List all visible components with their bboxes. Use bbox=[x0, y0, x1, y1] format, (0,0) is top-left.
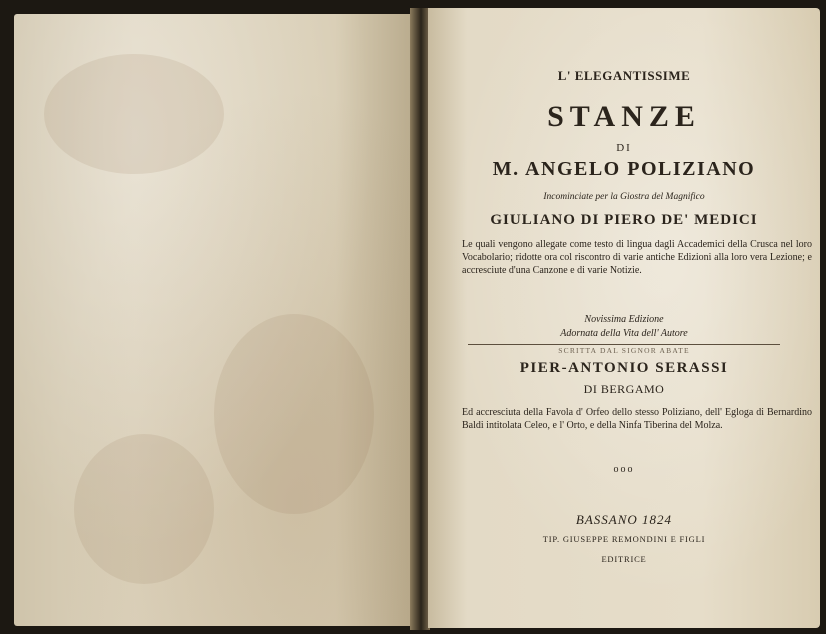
subtitle-line: Incominciate per la Giostra del Magnifico bbox=[543, 192, 705, 202]
book-gutter bbox=[410, 8, 430, 630]
divider-rule bbox=[468, 344, 780, 345]
pre-title: L' ELEGANTISSIME bbox=[557, 68, 691, 83]
adorned-line: Adornata della Vita dell' Autore bbox=[560, 328, 688, 339]
left-blank-page bbox=[14, 14, 416, 626]
publisher-line: EDITRICE bbox=[601, 554, 647, 564]
main-title: STANZE bbox=[547, 100, 701, 133]
editor-city: DI BERGAMO bbox=[583, 382, 665, 396]
author-name: M. ANGELO POLIZIANO bbox=[492, 158, 756, 180]
description-paragraph: Le quali vengono allegate come testo di lingua dagli Accademici della Crusca nel loro Vocabolario; ridotte ora col riscontro di varie antiche Edizioni alla loro vera Lezione; e accresciute d'una Canzone e di varie Notizie. bbox=[462, 239, 812, 276]
written-by-line: SCRITTA DAL SIGNOR ABATE bbox=[558, 346, 690, 355]
ornament: ooo bbox=[613, 464, 635, 475]
edition-line: Novissima Edizione bbox=[584, 314, 664, 325]
dedicatee-name: GIULIANO DI PIERO DE' MEDICI bbox=[490, 212, 758, 228]
di-line: DI bbox=[616, 142, 632, 154]
printer-line: TIP. GIUSEPPE REMONDINI E FIGLI bbox=[542, 534, 706, 544]
editor-name: PIER-ANTONIO SERASSI bbox=[519, 360, 729, 376]
additions-paragraph: Ed accresciuta della Favola d' Orfeo dello stesso Poliziano, dell' Egloga di Bernardino Baldi intitolata Celeo, e l' Orto, e della Ninfa Tiberina del Molza. bbox=[462, 407, 812, 431]
imprint-place-date: BASSANO 1824 bbox=[575, 512, 673, 527]
title-page bbox=[428, 8, 820, 628]
